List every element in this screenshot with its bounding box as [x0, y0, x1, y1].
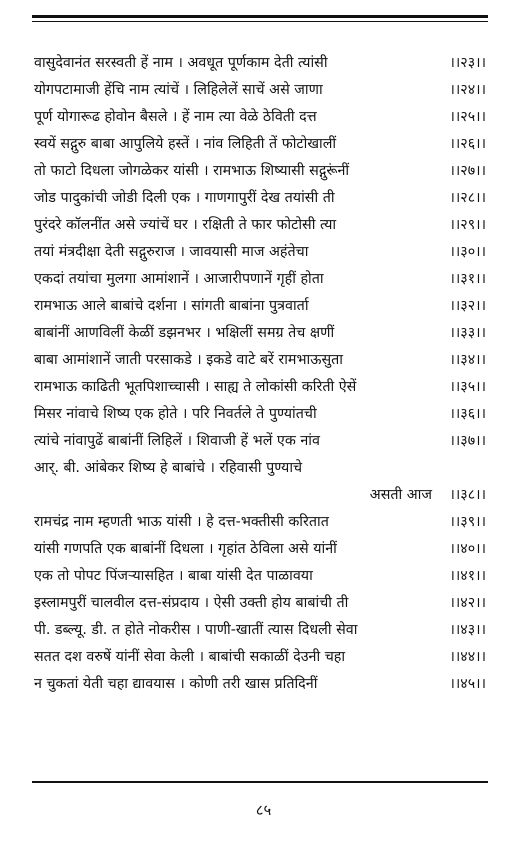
verse-number: ।।३१।।	[449, 271, 486, 287]
verse-line	[34, 185, 486, 212]
verse-line	[34, 212, 486, 239]
verse-line	[34, 401, 486, 428]
verse-line	[34, 374, 486, 401]
verse-line	[34, 563, 486, 590]
verse-text: स्वयें सद्गुरु बाबा आपुलिये हस्तें । नांव लिहिती तें फोटोखालीं	[34, 136, 337, 152]
verse-number: ।।२९।।	[449, 217, 486, 233]
verse-text: तो फाटो दिधला जोगळेकर यांसी । रामभाऊ शिष्यासी सद्गुरूंनीं	[34, 163, 350, 179]
verse-number: ।।२६।।	[449, 136, 486, 152]
verse-text: योगपटामाजी हेंचि नाम त्यांचें । लिहिलेलें साचें असे जाणा	[34, 82, 323, 98]
verse-number: ।।४५।।	[449, 676, 486, 692]
verse-line-continued	[34, 482, 486, 509]
verse-line	[34, 293, 486, 320]
verse-number: ।।२८।।	[449, 190, 486, 206]
verse-text: रामचंद्र नाम म्हणती भाऊ यांसी । हे दत्त-भक्तीसी करितात	[34, 514, 329, 530]
verse-text: आर्. बी. आंबेकर शिष्य हे बाबांचे । रहिवासी पुण्याचे	[34, 460, 303, 476]
verse-number: ।।३९।।	[449, 514, 486, 530]
verse-number: ।।२७।।	[449, 163, 486, 179]
verse-line	[34, 320, 486, 347]
verse-text: बाबांनीं आणविलीं केळीं डझनभर । भक्षिलीं समग्र तेच क्षणीं	[34, 325, 335, 341]
verse-text: पूर्ण योगारूढ होवोन बैसले । हें नाम त्या वेळे ठेविती दत्त	[34, 109, 317, 125]
footer-rule	[32, 781, 488, 783]
verse-line	[34, 455, 486, 482]
verse-number: ।।४३।।	[449, 622, 486, 638]
verse-text: जोड पादुकांची जोडी दिली एक । गाणगापुरीं देख तयांसी ती	[34, 190, 335, 206]
verse-text: त्यांचे नांवापुढें बाबांनीं लिहिलें । शिवाजी हें भलें एक नांव	[34, 433, 320, 449]
verse-line	[34, 509, 486, 536]
verse-text: रामभाऊ काढिती भूतपिशाच्चासी । साह्य ते लोकांसी करिती ऐसें	[34, 379, 357, 395]
verse-number: ।।३५।।	[449, 379, 486, 395]
header-rule	[32, 15, 488, 18]
verse-number: ।।२४।।	[449, 82, 486, 98]
verse-number: ।।३०।।	[449, 244, 486, 260]
verse-line	[34, 347, 486, 374]
verse-text: पी. डब्ल्यू. डी. त होते नोकरीस । पाणी-खातीं त्यास दिधली सेवा	[34, 622, 358, 638]
page-number: ८५	[255, 801, 272, 819]
verse-line	[34, 671, 486, 698]
verse-text: एकदां तयांचा मुलगा आमांशानें । आजारीपणानें गृहीं होता	[34, 271, 324, 287]
verse-text: वासुदेवानंत सरस्वती हें नाम । अवधूत पूर्णकाम देती त्यांसी	[34, 55, 328, 71]
verse-number: ।।३७।।	[449, 433, 486, 449]
verse-number: ।।३८।।	[449, 487, 486, 503]
verse-number: ।।३४।।	[449, 352, 486, 368]
verse-number: ।।४४।।	[449, 649, 486, 665]
verse-text: यांसी गणपति एक बाबांनीं दिधला । गृहांत ठेविला असे यांनीं	[34, 541, 337, 557]
verse-line	[34, 428, 486, 455]
verse-text: न चुकतां येती चहा द्यावयास । कोणी तरी खास प्रतिदिनीं	[34, 676, 318, 692]
verse-number: ।।४०।।	[449, 541, 486, 557]
verse-list	[34, 50, 486, 698]
verse-line	[34, 590, 486, 617]
header-rule-thin	[32, 21, 488, 22]
verse-line	[34, 239, 486, 266]
verse-number: ।।२५।।	[449, 109, 486, 125]
verse-text: असती आज	[369, 487, 432, 503]
verse-text: एक तो पोपट पिंजऱ्यासहित । बाबा यांसी देत पाळावया	[34, 568, 313, 584]
verse-number: ।।४१।।	[449, 568, 486, 584]
verse-number: ।।३२।।	[449, 298, 486, 314]
verse-line	[34, 50, 486, 77]
verse-line	[34, 536, 486, 563]
verse-line	[34, 104, 486, 131]
verse-line	[34, 77, 486, 104]
verse-line	[34, 617, 486, 644]
verse-number: ।।३३।।	[449, 325, 486, 341]
verse-text: बाबा आमांशानें जाती परसाकडे । इकडे वाटे बरें रामभाऊसुता	[34, 352, 343, 368]
verse-number: ।।३६।।	[449, 406, 486, 422]
verse-line	[34, 266, 486, 293]
verse-number: ।।४२।।	[449, 595, 486, 611]
verse-line	[34, 644, 486, 671]
verse-text: इस्लामपुरीं चालवील दत्त-संप्रदाय । ऐसी उक्ती होय बाबांची ती	[34, 595, 349, 611]
verse-text: मिसर नांवाचे शिष्य एक होते । परि निवर्तले ते पुण्यांतची	[34, 406, 317, 422]
verse-text: रामभाऊ आले बाबांचे दर्शना । सांगती बाबांना पुत्रवार्ता	[34, 298, 309, 314]
verse-line	[34, 158, 486, 185]
verse-line	[34, 131, 486, 158]
verse-text: तयां मंत्रदीक्षा देती सद्गुरुराज । जावयासी माज अहंतेचा	[34, 244, 309, 260]
verse-number: ।।२३।।	[449, 55, 486, 71]
verse-text: सतत दश वरुषें यांनीं सेवा केली । बाबांची सकाळीं देउनी चहा	[34, 649, 346, 665]
verse-text: पुरंदरे कॉलनींत असे ज्यांचें घर । रक्षिती ते फार फोटोसी त्या	[34, 217, 337, 233]
